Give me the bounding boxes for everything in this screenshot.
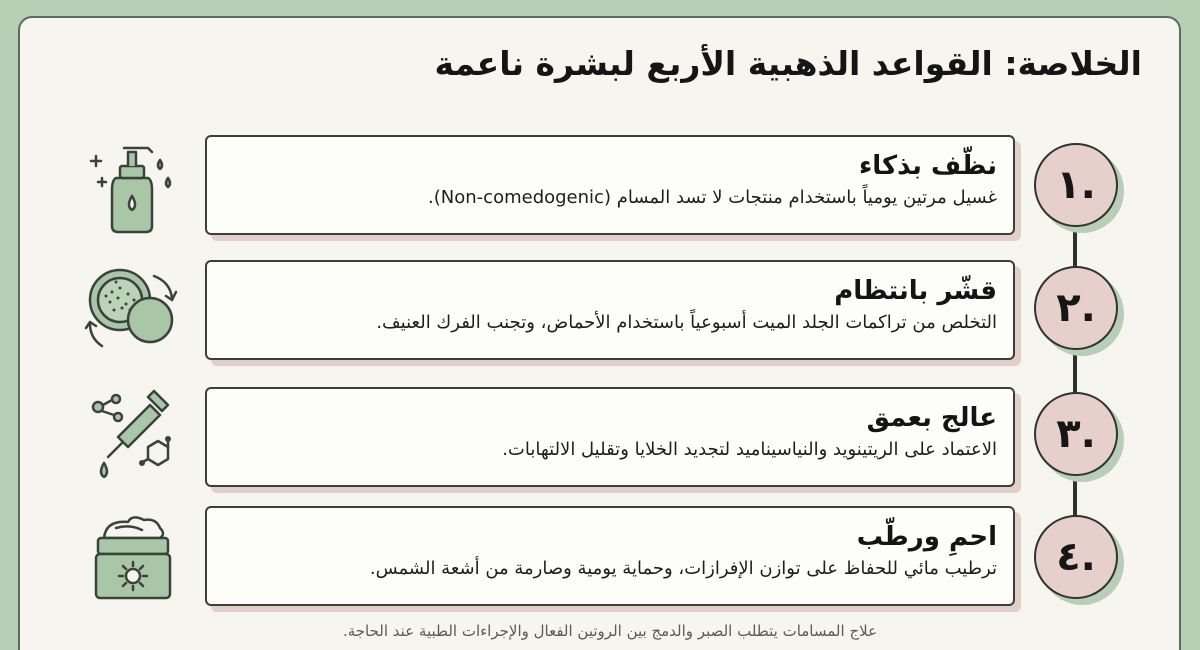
page-title: الخلاصة: القواعد الذهبية الأربع لبشرة ناعمة	[434, 44, 1142, 83]
step-2-text: التخلص من تراكمات الجلد الميت أسبوعياً باستخدام الأحماض، وتجنب الفرك العنيف.	[376, 312, 997, 333]
step-2-box	[205, 260, 1015, 360]
step-4-number: ٤.	[1034, 515, 1118, 599]
step-1-text: غسيل مرتين يومياً باستخدام منتجات لا تسد المسام (Non-comedogenic).	[428, 187, 997, 208]
step-2-heading: قشّر بانتظام	[834, 276, 997, 306]
step-2-number: ٢.	[1034, 266, 1118, 350]
step-1-number: ١.	[1034, 143, 1118, 227]
step-3-heading: عالج بعمق	[866, 403, 997, 433]
step-4-heading: احمِ ورطّب	[856, 522, 997, 552]
step-3-number: ٣.	[1034, 392, 1118, 476]
step-1-box	[205, 135, 1015, 235]
step-1-heading: نظّف بذكاء	[858, 151, 997, 181]
step-3-text: الاعتماد على الريتينويد والنياسيناميد لتجديد الخلايا وتقليل الالتهابات.	[502, 439, 997, 460]
step-3-box	[205, 387, 1015, 487]
step-4-text: ترطيب مائي للحفاظ على توازن الإفرازات، وحماية يومية وصارمة من أشعة الشمس.	[369, 558, 997, 579]
cleanser-bottle-icon	[82, 138, 182, 238]
serum-dropper-icon	[82, 385, 182, 485]
timeline-rail	[1073, 180, 1077, 570]
exfoliating-pads-icon	[82, 262, 182, 362]
step-4-box	[205, 506, 1015, 606]
footer-note: علاج المسامات يتطلب الصبر والدمج بين الروتين الفعال والإجراءات الطبية عند الحاجة.	[342, 622, 878, 640]
sunscreen-jar-icon	[82, 512, 182, 612]
